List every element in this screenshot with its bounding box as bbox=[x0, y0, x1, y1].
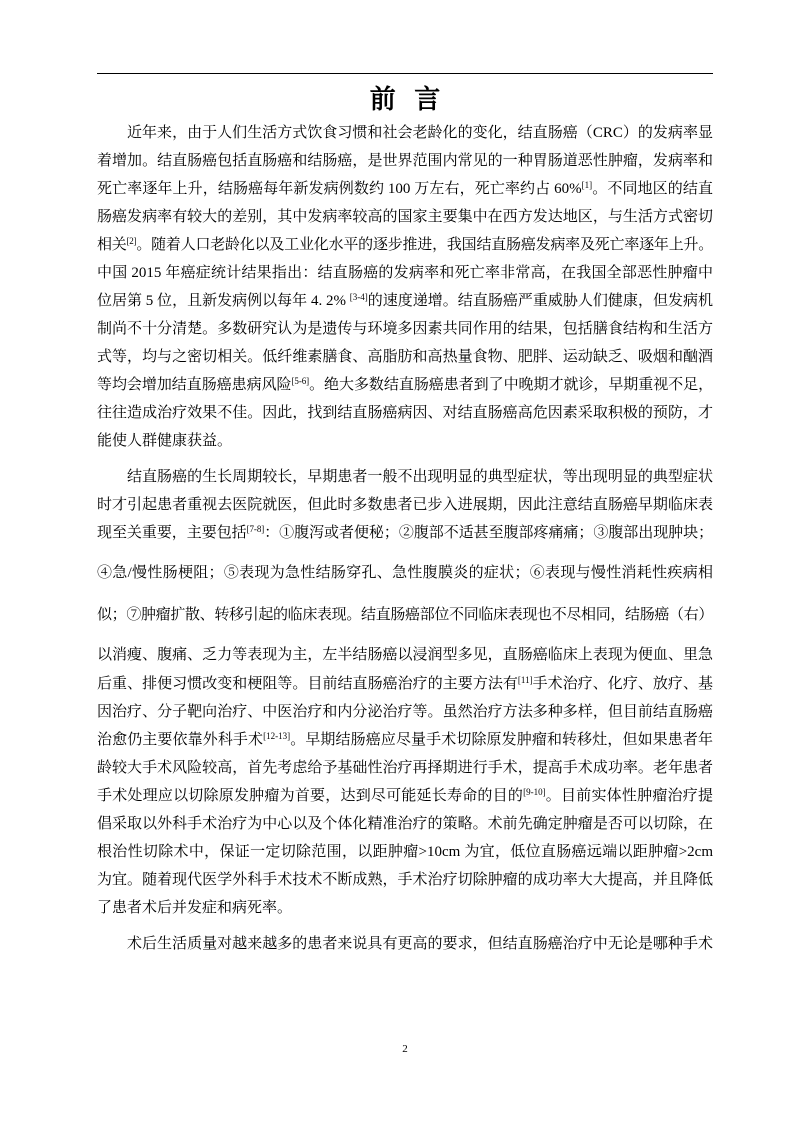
citation-superscript: [3-4] bbox=[349, 292, 368, 302]
text-run: 术后生活质量对越来越多的患者来说具有更高的要求，但结直肠癌治疗中无论是哪种手术 bbox=[127, 936, 713, 952]
paragraph bbox=[97, 930, 713, 958]
text-run: 位居第 5 位，且新发病例以每年 4. 2% bbox=[97, 293, 350, 309]
text-line bbox=[97, 559, 713, 587]
text-run: 似；⑦肿瘤扩散、转移引起的临床表现。结直肠癌部位不同临床表现也不尽相同，结肠癌（右） bbox=[97, 607, 713, 623]
text-run: ④急/慢性肠梗阻；⑤表现为急性结肠穿孔、急性腹膜炎的症状；⑥表现与慢性消耗性疾病相 bbox=[97, 565, 713, 581]
text-line bbox=[97, 119, 713, 147]
text-run: ：①腹泻或者便秘；②腹部不适甚至腹部疼痛痛；③腹部出现肿块； bbox=[264, 525, 713, 541]
citation-superscript: [7-8] bbox=[246, 524, 265, 534]
paragraph bbox=[97, 463, 713, 922]
text-line bbox=[97, 399, 713, 427]
text-line bbox=[97, 259, 713, 287]
text-line bbox=[97, 315, 713, 343]
text-run: 相关 bbox=[97, 237, 127, 253]
text-run: 后重、排便习惯改变和梗阻等。目前结直肠癌治疗的主要方法有 bbox=[97, 676, 518, 692]
text-run: 了患者术后并发症和病死率。 bbox=[97, 900, 293, 916]
section-title: 前 言 bbox=[369, 85, 447, 114]
text-line bbox=[97, 810, 713, 838]
text-line bbox=[97, 463, 713, 491]
text-run: 能使人群健康获益。 bbox=[97, 433, 233, 449]
citation-superscript: [11] bbox=[517, 675, 533, 685]
text-run: 式等，均与之密切相关。低纤维素膳食、高脂肪和高热量食物、肥胖、运动缺乏、吸烟和酗酒 bbox=[97, 349, 713, 365]
text-run: 龄较大手术风险较高，首先考虑给予基础性治疗再择期进行手术，提高手术成功率。老年患者 bbox=[97, 760, 713, 776]
text-run: 的速度递增。结直肠癌严重威胁人们健康，但发病机 bbox=[367, 293, 713, 309]
text-run: 倡采取以外科手术治疗为中心以及个体化精准治疗的策略。术前先确定肿瘤是否可以切除，在 bbox=[97, 816, 713, 832]
text-run: 等均会增加结直肠癌患病风险 bbox=[97, 377, 292, 393]
header-rule bbox=[97, 73, 713, 74]
text-run: 制尚不十分清楚。多数研究认为是遗传与环境多因素共同作用的结果，包括膳食结构和生活方 bbox=[97, 321, 713, 337]
text-line bbox=[97, 601, 713, 629]
text-run: 肠癌发病率有较大的差别，其中发病率较高的国家主要集中在西方发达地区，与生活方式密切 bbox=[97, 209, 713, 225]
citation-superscript: [12-13] bbox=[263, 731, 291, 741]
text-run: 。早期结肠癌应尽量手术切除原发肿瘤和转移灶，但如果患者年 bbox=[290, 732, 713, 748]
text-run: 结直肠癌的生长周期较长，早期患者一般不出现明显的典型症状，等出现明显的典型症状 bbox=[127, 469, 713, 485]
text-line bbox=[97, 287, 713, 315]
text-run: 因治疗、分子靶向治疗、中医治疗和内分泌治疗等。虽然治疗方法多种多样，但目前结直肠癌 bbox=[97, 704, 713, 720]
text-line bbox=[97, 838, 713, 866]
text-line bbox=[97, 371, 713, 399]
citation-superscript: [2] bbox=[126, 236, 137, 246]
text-run: 。绝大多数结直肠癌患者到了中晚期才就诊，早期重视不足， bbox=[309, 377, 713, 393]
text-line bbox=[97, 698, 713, 726]
citation-superscript: [1] bbox=[581, 180, 593, 190]
text-run: 现至关重要，主要包括 bbox=[97, 525, 247, 541]
body-text bbox=[97, 119, 713, 966]
text-line bbox=[97, 203, 713, 231]
text-run: 根治性切除术中，保证一定切除范围，以距肿瘤>10cm 为宜，低位直肠癌远端以距肿瘤>2cm bbox=[97, 844, 713, 860]
text-run: 时才引起患者重视去医院就医，但此时多数患者已步入进展期，因此注意结直肠癌早期临床表 bbox=[97, 497, 713, 513]
text-line bbox=[97, 641, 713, 669]
text-line bbox=[97, 343, 713, 371]
text-line bbox=[97, 491, 713, 519]
text-line bbox=[97, 519, 713, 547]
paragraph bbox=[97, 119, 713, 455]
text-run: 近年来，由于人们生活方式饮食习惯和社会老龄化的变化，结直肠癌（CRC）的发病率显 bbox=[127, 125, 713, 141]
text-line bbox=[97, 782, 713, 810]
text-line bbox=[97, 175, 713, 203]
text-line bbox=[97, 930, 713, 958]
text-run: 。不同地区的结直 bbox=[592, 181, 713, 197]
text-run: 中国 2015 年癌症统计结果指出：结直肠癌的发病率和死亡率非常高，在我国全部恶性肿瘤中 bbox=[97, 265, 713, 281]
text-run: 手术治疗、化疗、放疗、基 bbox=[532, 676, 713, 692]
page-number: 2 bbox=[402, 1043, 408, 1055]
text-line bbox=[97, 894, 713, 922]
text-run: 治愈仍主要依靠外科手术 bbox=[97, 732, 264, 748]
text-line bbox=[97, 866, 713, 894]
text-run: 为宜。随着现代医学外科手术技术不断成熟，手术治疗切除肿瘤的成功率大大提高，并且降低 bbox=[97, 872, 713, 888]
text-run: 着增加。结直肠癌包括直肠癌和结肠癌，是世界范围内常见的一种胃肠道恶性肿瘤，发病率和 bbox=[97, 153, 713, 169]
text-run: 。目前实体性肿瘤治疗提 bbox=[545, 788, 713, 804]
text-run: 死亡率逐年上升，结肠癌每年新发病例数约 100 万左右，死亡率约占 60% bbox=[97, 181, 582, 197]
text-line bbox=[97, 754, 713, 782]
text-line bbox=[97, 670, 713, 698]
text-run: 往往造成治疗效果不佳。因此，找到结直肠癌病因、对结直肠癌高危因素采取积极的预防，才 bbox=[97, 405, 713, 421]
citation-superscript: [5-6] bbox=[291, 376, 310, 386]
text-run: 。随着人口老龄化以及工业化水平的逐步推进，我国结直肠癌发病率及死亡率逐年上升。 bbox=[136, 237, 713, 253]
text-run: 手术处理应以切除原发肿瘤为首要，达到尽可能延长寿命的目的 bbox=[97, 788, 524, 804]
citation-superscript: [9-10] bbox=[523, 787, 546, 797]
text-line bbox=[97, 147, 713, 175]
text-line bbox=[97, 427, 713, 455]
text-line bbox=[97, 231, 713, 259]
text-line bbox=[97, 726, 713, 754]
text-run: 以消瘦、腹痛、乏力等表现为主，左半结肠癌以浸润型多见，直肠癌临床上表现为便血、里急 bbox=[97, 647, 713, 663]
